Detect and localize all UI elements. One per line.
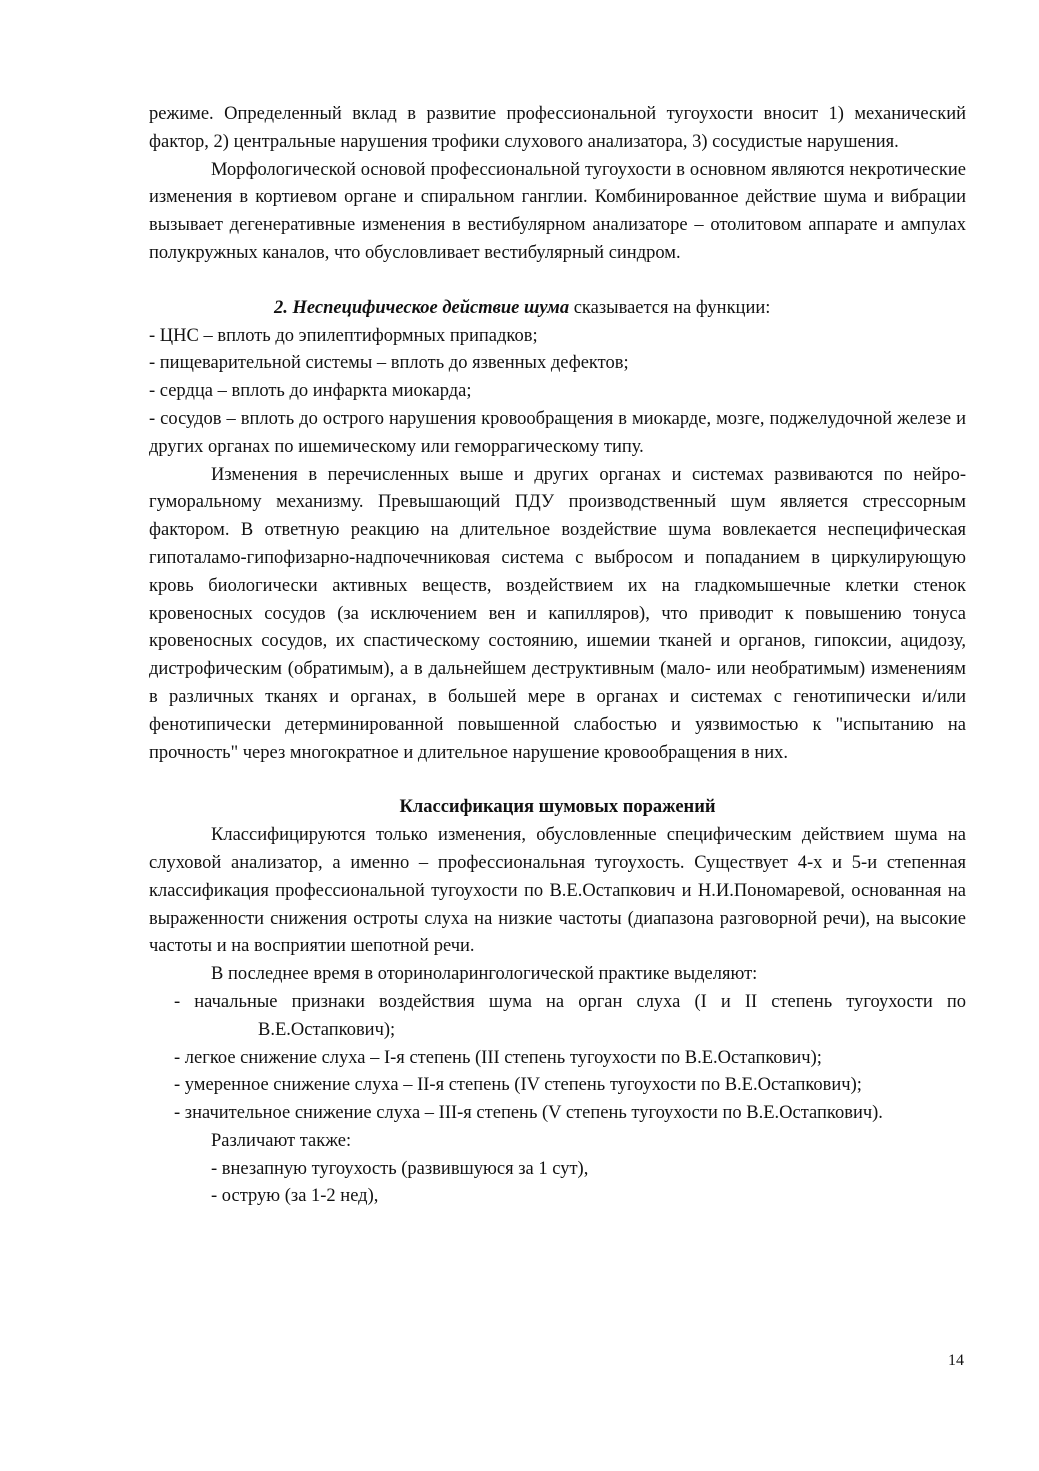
list-item: - значительное снижение слуха – III-я степень (V степень тугоухости по В.Е.Остапкович). <box>174 1103 883 1124</box>
also-block <box>211 1128 966 1211</box>
degree-list <box>174 989 966 1128</box>
paragraph-neurohumoral: Изменения в перечисленных выше и других органах и системах развиваются по нейро-гуморальному механизму. Превышающий ПДУ производственный шум является стрессорным фактором. В ответную реакцию на длительное воздействие шума вовлекается неспецифическая гипоталамо-гипофизарно-надпочечниковая система с выбросом и попаданием в циркулирующую кровь биологически активных веществ, воздействием их на гладкомышечные клетки стенок кровеносных сосудов (за исключением вен и капилляров), что приводит к повышению тонуса кровеносных сосудов, их спастическому состоянию, ишемии тканей и органов, гипоксии, ацидозу, дистрофическим (обратимым), а в дальнейшем деструктивным (мало- или необратимым) изменениям в различных тканях и органах, в большей мере в органах и системах с генотипически и/или фенотипически детерминированной повышенной слабостью и уязвимостью к "испытанию на прочность" через многократное и длительное нарушение кровообращения в них. <box>149 464 966 763</box>
list-item: - острую (за 1-2 нед), <box>211 1186 379 1207</box>
nonspecific-title-rest: сказывается на функции: <box>569 297 771 318</box>
page-number: 14 <box>948 1352 964 1369</box>
paragraph-recent: В последнее время в оториноларингологической практике выделяют: <box>211 964 758 985</box>
list-item: - начальные признаки воздействия шума на орган слуха (I и II степень тугоухости по В.Е.Остапкович); <box>174 991 966 1040</box>
nonspecific-title-bold: 2. Неспецифическое действие шума <box>274 297 570 318</box>
list-item: - легкое снижение слуха – I-я степень (III степень тугоухости по В.Е.Остапкович); <box>174 1047 822 1068</box>
list-item: - сердца – вплоть до инфаркта миокарда; <box>149 381 472 402</box>
paragraph-morphology: Морфологической основой профессиональной тугоухости в основном являются некротические изменения в кортиевом органе и спиральном ганглии. Комбинированное действие шума и вибрации вызывает дегенеративные изменения в вестибулярном анализаторе – отолитовом аппарате и ампулах полукружных каналов, что обусловливает вестибулярный синдром. <box>149 159 966 263</box>
paragraph-classification: Классифицируются только изменения, обусловленные специфическим действием шума на слуховой анализатор, а именно – профессиональная тугоухость. Существует 4-х и 5-и степенная классификация профессиональной тугоухости по В.Е.Остапкович и Н.И.Пономаревой, основанная на выраженности снижения остроты слуха на низкие частоты (диапазона разговорной речи), на высокие частоты и на восприятии шепотной речи. <box>149 825 966 957</box>
section-heading: Классификация шумовых поражений <box>399 797 716 818</box>
list-item: - внезапную тугоухость (развившуюся за 1 сут), <box>211 1158 589 1179</box>
nonspecific-title <box>149 295 966 323</box>
also-label: Различают также: <box>211 1130 352 1151</box>
list-item: - сосудов – вплоть до острого нарушения кровообращения в миокарде, мозге, поджелудочной железе и других органах по ишемическому или геморрагическому типу. <box>149 408 966 457</box>
list-item: - умеренное снижение слуха – II-я степень (IV степень тугоухости по В.Е.Остапкович); <box>174 1075 862 1096</box>
paragraph-mechanisms: режиме. Определенный вклад в развитие профессиональной тугоухости вносит 1) механический фактор, 2) центральные нарушения трофики слухового анализатора, 3) сосудистые нарушения. <box>149 104 966 152</box>
document-page <box>149 101 966 1211</box>
list-item: - ЦНС – вплоть до эпилептиформных припадков; <box>149 325 538 346</box>
list-item: - пищеварительной системы – вплоть до язвенных дефектов; <box>149 353 629 374</box>
